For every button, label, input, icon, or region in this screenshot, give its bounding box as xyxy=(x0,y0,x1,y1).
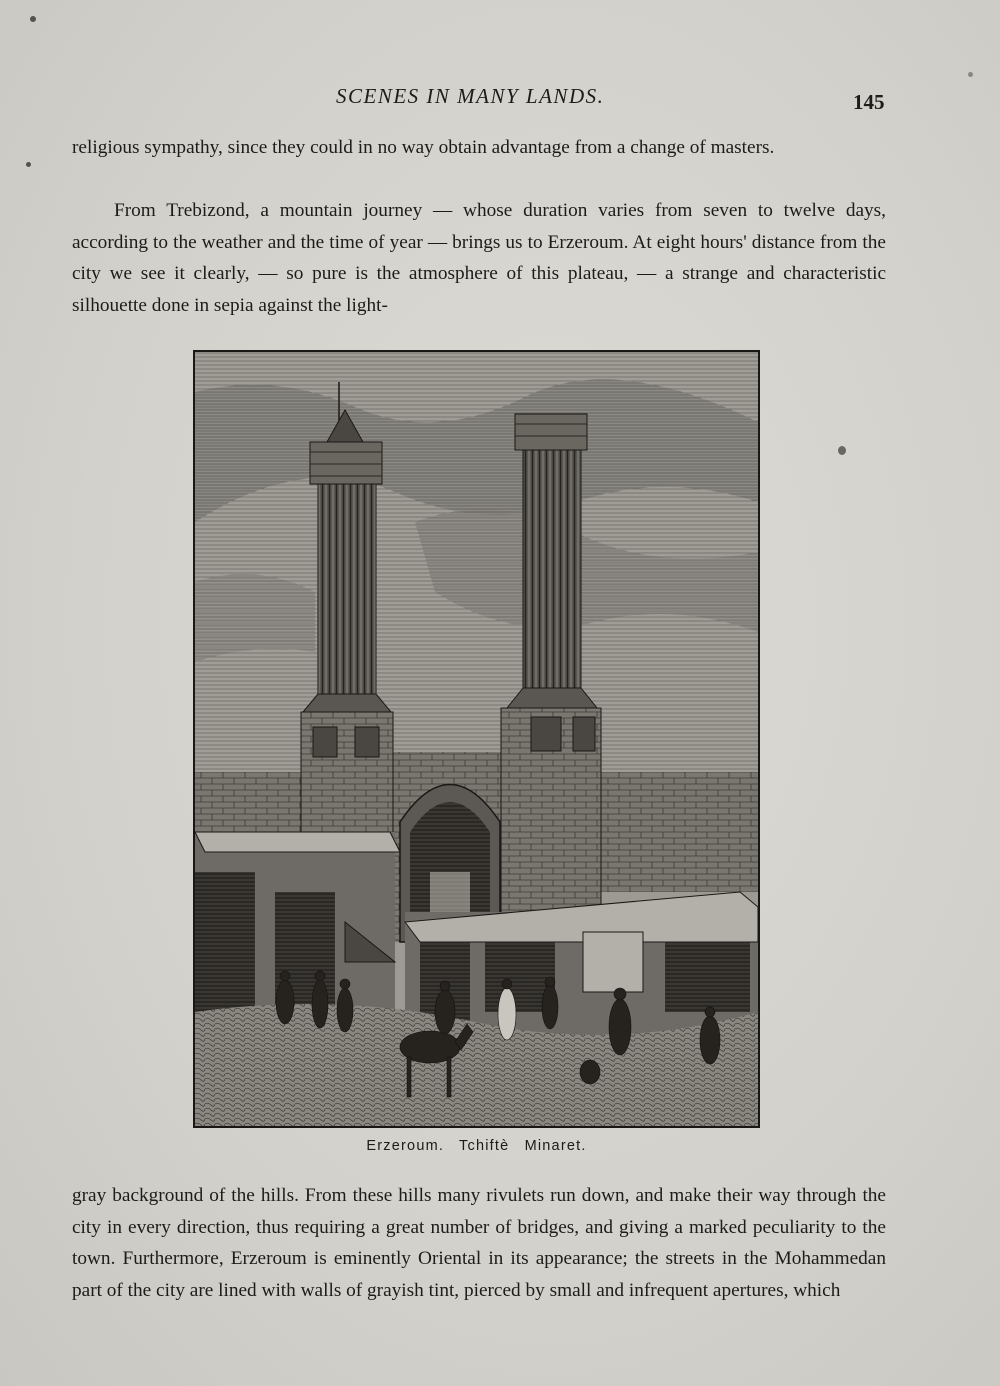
ink-spot xyxy=(838,446,846,455)
paragraph-erzeroum: gray background of the hills. From these hills many rivulets run down, and make their way through the city in every direction, thus requiring a great number of bridges, and giving a marked peculiarity to the town. Furthermore, Erzeroum is eminently Oriental in its appearance; the streets in the Mohammedan part of the city are lined with walls of grayish tint, pierced by small and infrequent apertures, which xyxy=(72,1185,886,1301)
minaret-engraving xyxy=(195,352,758,1126)
running-head: SCENES IN MANY LANDS. xyxy=(336,84,605,108)
engraving-illustration xyxy=(193,350,760,1128)
figure-caption: Erzeroum. Tchiftè Minaret. xyxy=(366,1138,587,1154)
paragraph-trebizond: From Trebizond, a mountain journey — whose duration varies from seven to twelve days, according to the weather and the time of year — brings us to Erzeroum. At eight hours' distance from the city we see it clearly, — so pure is the atmosphere of this plateau, — a strange and characteristic silhouette done in sepia against the light- xyxy=(72,200,886,316)
page-number: 145 xyxy=(853,90,885,114)
ink-spot xyxy=(968,72,973,77)
ink-spot xyxy=(26,162,31,167)
paragraph-continuation: religious sympathy, since they could in no way obtain advantage from a change of masters. xyxy=(72,137,775,158)
ink-spot xyxy=(30,16,36,22)
